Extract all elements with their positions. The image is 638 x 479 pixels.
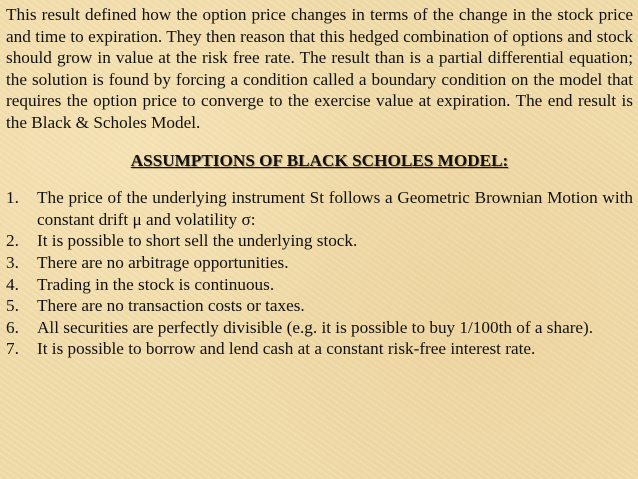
list-item-number: 1.	[6, 188, 19, 208]
list-item-number: 6.	[6, 317, 19, 337]
list-item-number: 7.	[6, 339, 19, 359]
assumptions-list	[6, 187, 633, 360]
slide-content	[6, 4, 633, 360]
list-item-text: It is possible to short sell the underlying stock.	[37, 231, 358, 251]
list-item-text: There are no transaction costs or taxes.	[37, 296, 305, 316]
list-item-number: 5.	[6, 296, 19, 316]
list-item	[6, 338, 633, 360]
list-item-text: The price of the underlying instrument St follows a Geometric Brownian Motion with constant drift μ and volatility σ:	[37, 188, 633, 229]
list-item-text: There are no arbitrage opportunities.	[37, 252, 289, 272]
list-item-number: 2.	[6, 231, 19, 251]
list-item	[6, 187, 633, 230]
list-item	[6, 317, 633, 339]
list-item	[6, 274, 633, 296]
list-item-number: 3.	[6, 252, 19, 272]
intro-paragraph: This result defined how the option price changes in terms of the change in the stock price and time to expiration. They then reason that this hedged combination of options and stock should grow in value at the risk free rate. The result than is a partial differential equation; the solution is found by forcing a condition called a boundary condition on the model that requires the option price to converge to the exercise value at expiration. The end result is the Black & Scholes Model.	[6, 5, 633, 132]
list-item-text: All securities are perfectly divisible (e.g. it is possible to buy 1/100th of a share).	[37, 317, 594, 337]
list-item	[6, 252, 633, 274]
list-item-text: Trading in the stock is continuous.	[37, 274, 275, 294]
list-item	[6, 295, 633, 317]
section-heading: ASSUMPTIONS OF BLACK SCHOLES MODEL:	[130, 150, 509, 170]
list-item-text: It is possible to borrow and lend cash at a constant risk-free interest rate.	[37, 339, 536, 359]
list-item	[6, 230, 633, 252]
list-item-number: 4.	[6, 274, 19, 294]
